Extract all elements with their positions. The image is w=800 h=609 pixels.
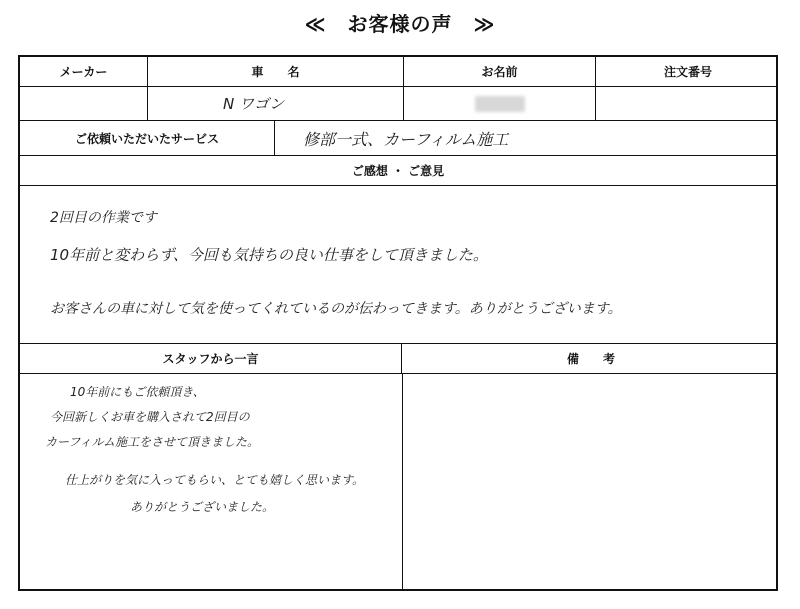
impressions-text: [50, 186, 770, 344]
impressions-header: ご感想 ・ ご意見: [351, 164, 445, 178]
service-value: 修部一式、カーフィルム施工: [303, 129, 509, 149]
value-row: [20, 87, 776, 121]
service-row: [20, 121, 776, 156]
service-header: ご依頼いただいたサービス: [20, 121, 275, 155]
redacted-name: [475, 96, 525, 112]
impressions-body: [20, 186, 776, 344]
maker-value: [20, 87, 148, 120]
customer-voice-form: [18, 55, 778, 591]
customer-name-value: [404, 87, 596, 120]
header-row: [20, 57, 776, 87]
staff-line: カーフィルム施工をさせて頂きました。: [45, 435, 259, 449]
order-number-header: 注文番号: [663, 65, 712, 79]
staff-remarks-body: [20, 374, 776, 589]
staff-message-header: スタッフから一言: [20, 344, 402, 373]
page-title: ≪ お客様の声 ≫: [304, 12, 496, 36]
maker-header: メーカー: [20, 57, 148, 86]
staff-line: ありがとうございました。: [130, 500, 275, 514]
impressions-line: お客さんの車に対して気を使ってくれているのが伝わってきます。ありがとうございます。: [50, 301, 622, 317]
remarks-header: 備 考: [566, 352, 615, 366]
staff-line: 今回新しくお車を購入されて2回目の: [50, 410, 250, 424]
staff-remarks-header-row: [20, 344, 776, 374]
staff-message-text: [40, 374, 400, 589]
car-name-value: N ワゴン: [148, 87, 404, 120]
staff-line: 仕上がりを気に入ってもらい、とても嬉しく思います。: [65, 473, 365, 487]
impressions-line: 10年前と変わらず、今回も気持ちの良い仕事をして頂きました。: [50, 246, 488, 264]
car-name-header: 車 名: [148, 57, 404, 86]
order-number-value: [596, 87, 780, 120]
customer-name-header: お名前: [404, 57, 596, 86]
staff-line: 10年前にもご依頼頂き、: [70, 385, 205, 399]
impressions-line: 2回目の作業です: [50, 210, 157, 226]
impressions-header-row: [20, 156, 776, 186]
column-divider: [402, 374, 403, 589]
